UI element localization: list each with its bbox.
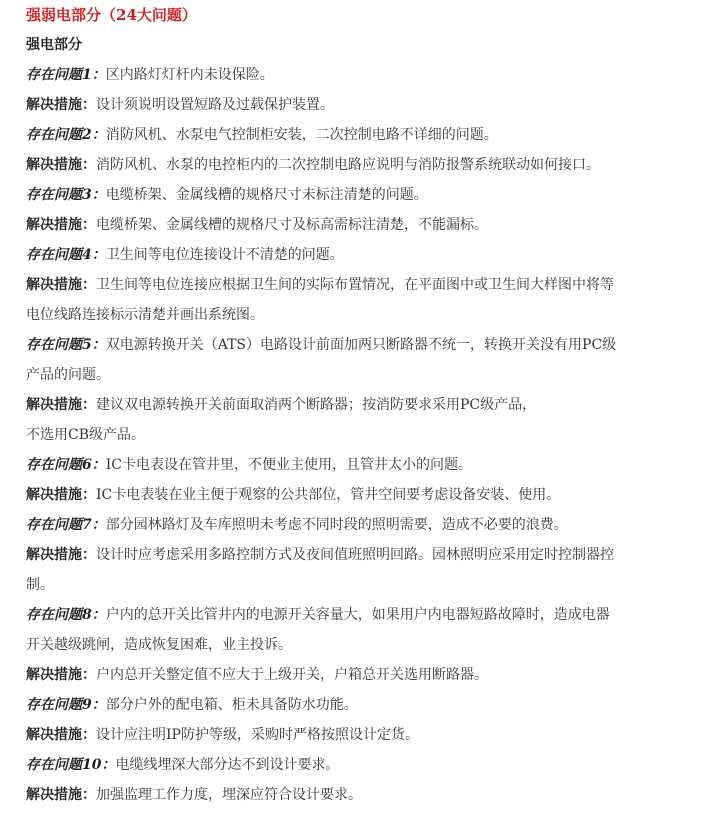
document-body: [26, 0, 696, 810]
problem-label: 存在问题2：: [26, 127, 106, 143]
continuation-line: [26, 420, 696, 450]
line-text: 建议双电源转换开关前面取消两个断路器；按消防要求采用PC级产品，: [96, 397, 537, 413]
line-text: 户内总开关整定值不应大于上级开关，户箱总开关选用断路器。: [96, 667, 488, 683]
solution-line: [26, 270, 696, 300]
problem-line: [26, 330, 696, 360]
solution-line: [26, 210, 696, 240]
solution-label: 解决措施：: [26, 277, 96, 293]
solution-label: 解决措施：: [26, 97, 96, 113]
solution-line: [26, 90, 696, 120]
line-text: 电缆桥架、金属线槽的规格尺寸及标高需标注清楚，不能漏标。: [96, 217, 488, 233]
line-text: 电缆桥架、金属线槽的规格尺寸未标注清楚的问题。: [105, 187, 428, 203]
line-text: 区内路灯灯杆内未设保险。: [105, 67, 274, 83]
continuation-line: [26, 570, 696, 600]
line-text: 户内的总开关比管井内的电源开关容量大，如果用户内电器短路故障时，造成电器: [105, 607, 610, 623]
line-text: 设计应注明IP防护等级，采购时严格按照设计定货。: [96, 727, 419, 743]
line-text: 设计时应考虑采用多路控制方式及夜间值班照明回路。园林照明应采用定时控制器控: [96, 547, 614, 563]
line-text: 电缆线埋深大部分达不到设计要求。: [115, 757, 340, 773]
problem-label: 存在问题7：: [26, 517, 106, 533]
problem-line: [26, 120, 696, 150]
solution-line: [26, 390, 696, 420]
solution-label: 解决措施：: [26, 487, 96, 503]
continuation-line: [26, 300, 696, 330]
problem-label: 存在问题9：: [26, 697, 106, 713]
solution-line: [26, 720, 696, 750]
problem-line: [26, 60, 696, 90]
line-text: 加强监理工作力度，埋深应符合设计要求。: [96, 787, 362, 803]
line-text: 卫生间等电位连接设计不清楚的问题。: [105, 247, 344, 263]
line-text: 消防风机、水泵的电控柜内的二次控制电路应说明与消防报警系统联动如何接口。: [96, 157, 600, 173]
solution-label: 解决措施：: [26, 157, 96, 173]
continuation-line: [26, 630, 696, 660]
solution-line: [26, 540, 696, 570]
problem-line: [26, 510, 696, 540]
solution-line: [26, 780, 696, 810]
content-lines: [26, 60, 696, 810]
line-text: IC卡电表装在业主便于观察的公共部位，管井空间要考虑设备安装、使用。: [96, 487, 561, 503]
problem-line: [26, 180, 696, 210]
problem-line: [26, 240, 696, 270]
line-text: 制。: [26, 577, 54, 593]
problem-label: 存在问题6：: [26, 457, 106, 473]
problem-label: 存在问题8：: [26, 607, 106, 623]
line-text: 产品的问题。: [26, 367, 110, 383]
solution-line: [26, 150, 696, 180]
problem-line: [26, 450, 696, 480]
line-text: 双电源转换开关（ATS）电路设计前面加两只断路器不统一，转换开关没有用PC级: [105, 337, 617, 353]
line-text: 不选用CB级产品。: [26, 427, 145, 443]
section-heading: 强电部分: [26, 37, 82, 53]
solution-label: 解决措施：: [26, 727, 96, 743]
solution-label: 解决措施：: [26, 667, 96, 683]
problem-label: 存在问题3：: [26, 187, 106, 203]
solution-label: 解决措施：: [26, 787, 96, 803]
problem-label: 存在问题10：: [26, 757, 116, 773]
solution-line: [26, 480, 696, 510]
solution-label: 解决措施：: [26, 397, 96, 413]
line-text: 电位线路连接标示清楚并画出系统图。: [26, 307, 264, 323]
line-text: 卫生间等电位连接应根据卫生间的实际布置情况，在平面图中或卫生间大样图中将等: [96, 277, 614, 293]
line-text: 开关越级跳闸，造成恢复困难，业主投诉。: [26, 637, 292, 653]
line-text: 部分园林路灯及车库照明未考虑不同时段的照明需要，造成不必要的浪费。: [105, 517, 568, 533]
problem-label: 存在问题5：: [26, 337, 106, 353]
line-text: 部分户外的配电箱、柜未具备防水功能。: [105, 697, 358, 713]
line-text: IC卡电表设在管井里，不便业主使用，且管井太小的问题。: [105, 457, 472, 473]
line-text: 消防风机、水泵电气控制柜安装，二次控制电路不详细的问题。: [105, 127, 498, 143]
continuation-line: [26, 360, 696, 390]
problem-line: [26, 750, 696, 780]
solution-label: 解决措施：: [26, 547, 96, 563]
problem-label: 存在问题4：: [26, 247, 106, 263]
problem-label: 存在问题1：: [26, 67, 106, 83]
page-title: 强弱电部分（24大问题）: [26, 6, 197, 24]
problem-line: [26, 600, 696, 630]
problem-line: [26, 690, 696, 720]
solution-line: [26, 660, 696, 690]
solution-label: 解决措施：: [26, 217, 96, 233]
line-text: 设计须说明设置短路及过载保护装置。: [96, 97, 334, 113]
